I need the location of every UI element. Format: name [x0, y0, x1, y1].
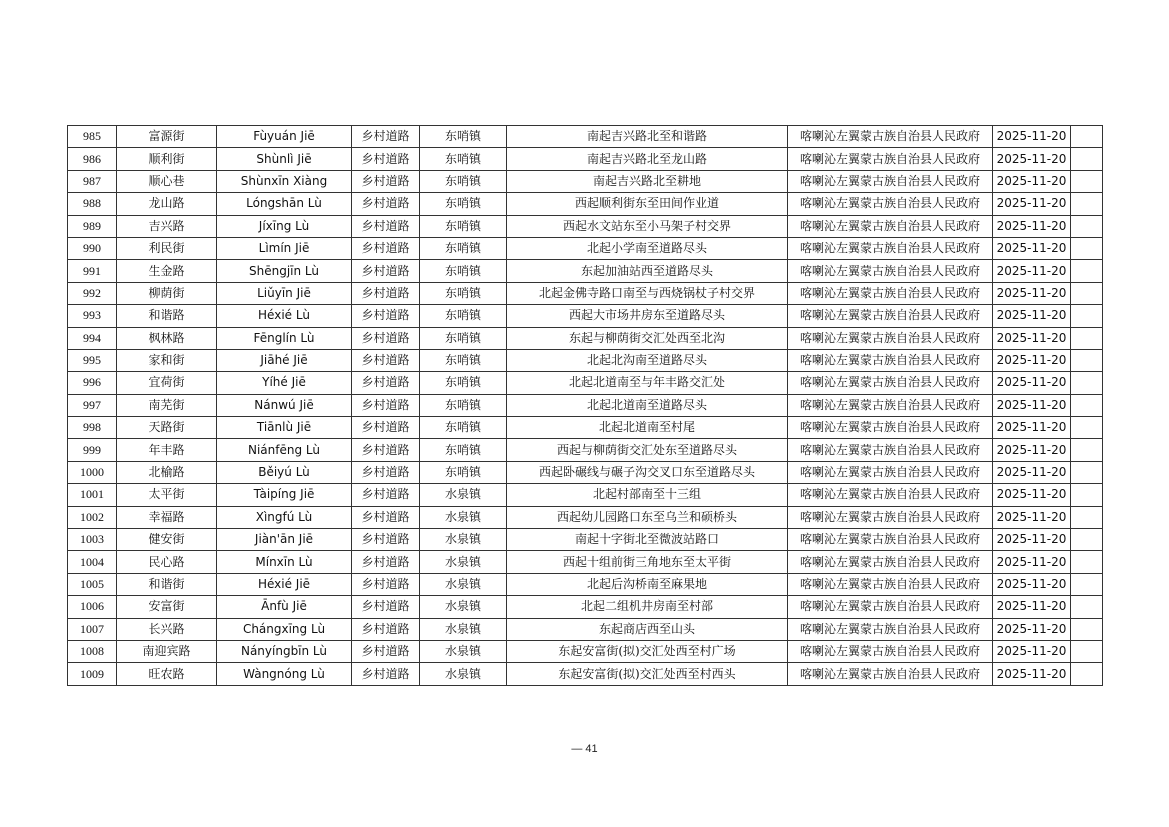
town-name-cell: 水泉镇: [420, 529, 507, 551]
road-name-cell: 天路街: [117, 417, 217, 439]
town-name-cell: 水泉镇: [420, 551, 507, 573]
serial-number-cell: 997: [68, 394, 117, 416]
location-description-cell: 西起顺利街东至田间作业道: [507, 193, 788, 215]
pinyin-name-cell: Běiyú Lù: [217, 461, 352, 483]
location-description-cell: 南起吉兴路北至和谐路: [507, 126, 788, 148]
pinyin-name-cell: Jiāhé Jiē: [217, 349, 352, 371]
road-category-cell: 乡村道路: [352, 394, 420, 416]
approving-authority-cell: 喀喇沁左翼蒙古族自治县人民政府: [788, 305, 993, 327]
page-number: — 41: [571, 743, 598, 755]
remarks-cell: [1071, 237, 1103, 259]
location-description-cell: 西起水文站东至小马架子村交界: [507, 215, 788, 237]
pinyin-name-cell: Tiānlù Jiē: [217, 417, 352, 439]
town-name-cell: 水泉镇: [420, 596, 507, 618]
location-description-cell: 东起安富街(拟)交汇处西至村广场: [507, 640, 788, 662]
approving-authority-cell: 喀喇沁左翼蒙古族自治县人民政府: [788, 506, 993, 528]
town-name-cell: 东哨镇: [420, 170, 507, 192]
table-row: [68, 260, 1103, 282]
location-description-cell: 南起吉兴路北至龙山路: [507, 148, 788, 170]
town-name-cell: 东哨镇: [420, 193, 507, 215]
serial-number-cell: 1005: [68, 573, 117, 595]
approval-date-cell: 2025-11-20: [993, 282, 1071, 304]
table-row: [68, 529, 1103, 551]
pinyin-name-cell: Héxié Lù: [217, 305, 352, 327]
serial-number-cell: 1006: [68, 596, 117, 618]
location-description-cell: 北起村部南至十三组: [507, 484, 788, 506]
remarks-cell: [1071, 148, 1103, 170]
town-name-cell: 东哨镇: [420, 305, 507, 327]
table-row: [68, 640, 1103, 662]
table-row: [68, 618, 1103, 640]
approval-date-cell: 2025-11-20: [993, 126, 1071, 148]
approval-date-cell: 2025-11-20: [993, 618, 1071, 640]
road-category-cell: 乡村道路: [352, 461, 420, 483]
approval-date-cell: 2025-11-20: [993, 305, 1071, 327]
town-name-cell: 水泉镇: [420, 484, 507, 506]
road-names-table: [67, 125, 1103, 686]
approving-authority-cell: 喀喇沁左翼蒙古族自治县人民政府: [788, 237, 993, 259]
serial-number-cell: 991: [68, 260, 117, 282]
approval-date-cell: 2025-11-20: [993, 506, 1071, 528]
road-name-cell: 龙山路: [117, 193, 217, 215]
remarks-cell: [1071, 327, 1103, 349]
pinyin-name-cell: Ānfù Jiē: [217, 596, 352, 618]
road-name-cell: 枫林路: [117, 327, 217, 349]
serial-number-cell: 990: [68, 237, 117, 259]
town-name-cell: 东哨镇: [420, 349, 507, 371]
remarks-cell: [1071, 640, 1103, 662]
pinyin-name-cell: Nánwú Jiē: [217, 394, 352, 416]
approval-date-cell: 2025-11-20: [993, 372, 1071, 394]
approving-authority-cell: 喀喇沁左翼蒙古族自治县人民政府: [788, 417, 993, 439]
location-description-cell: 西起十组前街三角地东至太平街: [507, 551, 788, 573]
pinyin-name-cell: Lìmín Jiē: [217, 237, 352, 259]
remarks-cell: [1071, 305, 1103, 327]
road-name-cell: 生金路: [117, 260, 217, 282]
location-description-cell: 北起北道南至与年丰路交汇处: [507, 372, 788, 394]
approving-authority-cell: 喀喇沁左翼蒙古族自治县人民政府: [788, 170, 993, 192]
approval-date-cell: 2025-11-20: [993, 596, 1071, 618]
table-row: [68, 484, 1103, 506]
approval-date-cell: 2025-11-20: [993, 170, 1071, 192]
remarks-cell: [1071, 193, 1103, 215]
remarks-cell: [1071, 260, 1103, 282]
road-name-cell: 安富街: [117, 596, 217, 618]
approval-date-cell: 2025-11-20: [993, 484, 1071, 506]
table-row: [68, 506, 1103, 528]
table-row: [68, 573, 1103, 595]
serial-number-cell: 986: [68, 148, 117, 170]
remarks-cell: [1071, 506, 1103, 528]
road-category-cell: 乡村道路: [352, 640, 420, 662]
location-description-cell: 东起加油站西至道路尽头: [507, 260, 788, 282]
road-category-cell: 乡村道路: [352, 417, 420, 439]
approval-date-cell: 2025-11-20: [993, 640, 1071, 662]
pinyin-name-cell: Shēngjīn Lù: [217, 260, 352, 282]
road-category-cell: 乡村道路: [352, 215, 420, 237]
approval-date-cell: 2025-11-20: [993, 529, 1071, 551]
approving-authority-cell: 喀喇沁左翼蒙古族自治县人民政府: [788, 529, 993, 551]
approving-authority-cell: 喀喇沁左翼蒙古族自治县人民政府: [788, 573, 993, 595]
table-row: [68, 596, 1103, 618]
road-name-cell: 和谐路: [117, 305, 217, 327]
approving-authority-cell: 喀喇沁左翼蒙古族自治县人民政府: [788, 663, 993, 685]
road-category-cell: 乡村道路: [352, 439, 420, 461]
town-name-cell: 东哨镇: [420, 417, 507, 439]
road-category-cell: 乡村道路: [352, 551, 420, 573]
approving-authority-cell: 喀喇沁左翼蒙古族自治县人民政府: [788, 126, 993, 148]
approval-date-cell: 2025-11-20: [993, 327, 1071, 349]
serial-number-cell: 993: [68, 305, 117, 327]
serial-number-cell: 1000: [68, 461, 117, 483]
pinyin-name-cell: Mínxīn Lù: [217, 551, 352, 573]
location-description-cell: 北起金佛寺路口南至与西烧锅杖子村交界: [507, 282, 788, 304]
approving-authority-cell: 喀喇沁左翼蒙古族自治县人民政府: [788, 618, 993, 640]
serial-number-cell: 1001: [68, 484, 117, 506]
location-description-cell: 北起二组机井房南至村部: [507, 596, 788, 618]
table-row: [68, 237, 1103, 259]
serial-number-cell: 999: [68, 439, 117, 461]
serial-number-cell: 1003: [68, 529, 117, 551]
table-row: [68, 327, 1103, 349]
remarks-cell: [1071, 349, 1103, 371]
serial-number-cell: 998: [68, 417, 117, 439]
town-name-cell: 水泉镇: [420, 663, 507, 685]
table-row: [68, 305, 1103, 327]
town-name-cell: 东哨镇: [420, 327, 507, 349]
approval-date-cell: 2025-11-20: [993, 237, 1071, 259]
serial-number-cell: 989: [68, 215, 117, 237]
road-name-cell: 家和街: [117, 349, 217, 371]
table-row: [68, 461, 1103, 483]
remarks-cell: [1071, 663, 1103, 685]
serial-number-cell: 1002: [68, 506, 117, 528]
location-description-cell: 西起大市场井房东至道路尽头: [507, 305, 788, 327]
location-description-cell: 北起北道南至道路尽头: [507, 394, 788, 416]
road-name-cell: 柳荫街: [117, 282, 217, 304]
pinyin-name-cell: Fùyuán Jiē: [217, 126, 352, 148]
location-description-cell: 东起与柳荫街交汇处西至北沟: [507, 327, 788, 349]
pinyin-name-cell: Fēnglín Lù: [217, 327, 352, 349]
road-category-cell: 乡村道路: [352, 596, 420, 618]
approving-authority-cell: 喀喇沁左翼蒙古族自治县人民政府: [788, 372, 993, 394]
approval-date-cell: 2025-11-20: [993, 394, 1071, 416]
road-category-cell: 乡村道路: [352, 327, 420, 349]
road-name-cell: 宜荷街: [117, 372, 217, 394]
town-name-cell: 东哨镇: [420, 372, 507, 394]
serial-number-cell: 987: [68, 170, 117, 192]
town-name-cell: 东哨镇: [420, 126, 507, 148]
approving-authority-cell: 喀喇沁左翼蒙古族自治县人民政府: [788, 640, 993, 662]
town-name-cell: 东哨镇: [420, 237, 507, 259]
road-category-cell: 乡村道路: [352, 349, 420, 371]
road-name-cell: 健安街: [117, 529, 217, 551]
approving-authority-cell: 喀喇沁左翼蒙古族自治县人民政府: [788, 551, 993, 573]
road-category-cell: 乡村道路: [352, 282, 420, 304]
approval-date-cell: 2025-11-20: [993, 439, 1071, 461]
approving-authority-cell: 喀喇沁左翼蒙古族自治县人民政府: [788, 394, 993, 416]
remarks-cell: [1071, 215, 1103, 237]
table-body: [68, 126, 1103, 686]
approving-authority-cell: 喀喇沁左翼蒙古族自治县人民政府: [788, 148, 993, 170]
serial-number-cell: 996: [68, 372, 117, 394]
location-description-cell: 东起商店西至山头: [507, 618, 788, 640]
remarks-cell: [1071, 372, 1103, 394]
remarks-cell: [1071, 573, 1103, 595]
table-row: [68, 170, 1103, 192]
approving-authority-cell: 喀喇沁左翼蒙古族自治县人民政府: [788, 349, 993, 371]
approval-date-cell: 2025-11-20: [993, 349, 1071, 371]
location-description-cell: 南起十字街北至微波站路口: [507, 529, 788, 551]
pinyin-name-cell: Jíxīng Lù: [217, 215, 352, 237]
table-row: [68, 372, 1103, 394]
table-row: [68, 148, 1103, 170]
remarks-cell: [1071, 618, 1103, 640]
location-description-cell: 西起幼儿园路口东至乌兰和硕桥头: [507, 506, 788, 528]
table-row: [68, 417, 1103, 439]
approving-authority-cell: 喀喇沁左翼蒙古族自治县人民政府: [788, 260, 993, 282]
town-name-cell: 水泉镇: [420, 506, 507, 528]
pinyin-name-cell: Chángxīng Lù: [217, 618, 352, 640]
table-row: [68, 349, 1103, 371]
road-name-cell: 幸福路: [117, 506, 217, 528]
pinyin-name-cell: Niánfēng Lù: [217, 439, 352, 461]
road-name-cell: 吉兴路: [117, 215, 217, 237]
road-name-cell: 长兴路: [117, 618, 217, 640]
serial-number-cell: 1004: [68, 551, 117, 573]
road-name-cell: 顺心巷: [117, 170, 217, 192]
town-name-cell: 水泉镇: [420, 618, 507, 640]
remarks-cell: [1071, 551, 1103, 573]
town-name-cell: 东哨镇: [420, 148, 507, 170]
town-name-cell: 东哨镇: [420, 215, 507, 237]
serial-number-cell: 1007: [68, 618, 117, 640]
remarks-cell: [1071, 282, 1103, 304]
approving-authority-cell: 喀喇沁左翼蒙古族自治县人民政府: [788, 461, 993, 483]
remarks-cell: [1071, 484, 1103, 506]
serial-number-cell: 985: [68, 126, 117, 148]
approval-date-cell: 2025-11-20: [993, 148, 1071, 170]
table-row: [68, 215, 1103, 237]
road-category-cell: 乡村道路: [352, 506, 420, 528]
road-name-cell: 南芜街: [117, 394, 217, 416]
location-description-cell: 东起安富街(拟)交汇处西至村西头: [507, 663, 788, 685]
remarks-cell: [1071, 439, 1103, 461]
serial-number-cell: 994: [68, 327, 117, 349]
table-row: [68, 282, 1103, 304]
table-row: [68, 439, 1103, 461]
serial-number-cell: 1008: [68, 640, 117, 662]
table-row: [68, 193, 1103, 215]
approval-date-cell: 2025-11-20: [993, 193, 1071, 215]
pinyin-name-cell: Liǔyīn Jiē: [217, 282, 352, 304]
road-category-cell: 乡村道路: [352, 126, 420, 148]
town-name-cell: 东哨镇: [420, 282, 507, 304]
location-description-cell: 西起卧碾线与碾子沟交叉口东至道路尽头: [507, 461, 788, 483]
remarks-cell: [1071, 596, 1103, 618]
remarks-cell: [1071, 126, 1103, 148]
pinyin-name-cell: Tàipíng Jiē: [217, 484, 352, 506]
road-category-cell: 乡村道路: [352, 372, 420, 394]
road-category-cell: 乡村道路: [352, 663, 420, 685]
road-name-cell: 旺农路: [117, 663, 217, 685]
road-name-cell: 和谐街: [117, 573, 217, 595]
approving-authority-cell: 喀喇沁左翼蒙古族自治县人民政府: [788, 193, 993, 215]
town-name-cell: 水泉镇: [420, 640, 507, 662]
road-name-cell: 民心路: [117, 551, 217, 573]
road-category-cell: 乡村道路: [352, 305, 420, 327]
pinyin-name-cell: Jiàn'ān Jiē: [217, 529, 352, 551]
location-description-cell: 南起吉兴路北至耕地: [507, 170, 788, 192]
location-description-cell: 北起小学南至道路尽头: [507, 237, 788, 259]
pinyin-name-cell: Héxié Jiē: [217, 573, 352, 595]
road-category-cell: 乡村道路: [352, 260, 420, 282]
town-name-cell: 东哨镇: [420, 394, 507, 416]
approval-date-cell: 2025-11-20: [993, 215, 1071, 237]
road-category-cell: 乡村道路: [352, 170, 420, 192]
approval-date-cell: 2025-11-20: [993, 417, 1071, 439]
road-category-cell: 乡村道路: [352, 237, 420, 259]
serial-number-cell: 992: [68, 282, 117, 304]
approving-authority-cell: 喀喇沁左翼蒙古族自治县人民政府: [788, 439, 993, 461]
town-name-cell: 东哨镇: [420, 439, 507, 461]
location-description-cell: 西起与柳荫街交汇处东至道路尽头: [507, 439, 788, 461]
remarks-cell: [1071, 170, 1103, 192]
serial-number-cell: 988: [68, 193, 117, 215]
approval-date-cell: 2025-11-20: [993, 663, 1071, 685]
approving-authority-cell: 喀喇沁左翼蒙古族自治县人民政府: [788, 282, 993, 304]
pinyin-name-cell: Wàngnóng Lù: [217, 663, 352, 685]
approving-authority-cell: 喀喇沁左翼蒙古族自治县人民政府: [788, 484, 993, 506]
road-name-cell: 顺利街: [117, 148, 217, 170]
road-name-cell: 太平街: [117, 484, 217, 506]
road-category-cell: 乡村道路: [352, 529, 420, 551]
table-row: [68, 394, 1103, 416]
road-name-cell: 年丰路: [117, 439, 217, 461]
remarks-cell: [1071, 529, 1103, 551]
table-row: [68, 126, 1103, 148]
road-category-cell: 乡村道路: [352, 193, 420, 215]
road-name-cell: 富源街: [117, 126, 217, 148]
approval-date-cell: 2025-11-20: [993, 573, 1071, 595]
approval-date-cell: 2025-11-20: [993, 461, 1071, 483]
road-name-cell: 南迎宾路: [117, 640, 217, 662]
town-name-cell: 东哨镇: [420, 260, 507, 282]
road-category-cell: 乡村道路: [352, 484, 420, 506]
approving-authority-cell: 喀喇沁左翼蒙古族自治县人民政府: [788, 215, 993, 237]
pinyin-name-cell: Shùnlì Jiē: [217, 148, 352, 170]
road-name-cell: 利民街: [117, 237, 217, 259]
road-category-cell: 乡村道路: [352, 618, 420, 640]
location-description-cell: 北起北沟南至道路尽头: [507, 349, 788, 371]
remarks-cell: [1071, 417, 1103, 439]
table-row: [68, 663, 1103, 685]
location-description-cell: 北起后沟桥南至麻果地: [507, 573, 788, 595]
town-name-cell: 水泉镇: [420, 573, 507, 595]
pinyin-name-cell: Shùnxīn Xiàng: [217, 170, 352, 192]
road-name-cell: 北榆路: [117, 461, 217, 483]
approval-date-cell: 2025-11-20: [993, 260, 1071, 282]
location-description-cell: 北起北道南至村尾: [507, 417, 788, 439]
road-category-cell: 乡村道路: [352, 573, 420, 595]
serial-number-cell: 995: [68, 349, 117, 371]
remarks-cell: [1071, 461, 1103, 483]
pinyin-name-cell: Yíhé Jiē: [217, 372, 352, 394]
table-row: [68, 551, 1103, 573]
pinyin-name-cell: Nányíngbīn Lù: [217, 640, 352, 662]
approving-authority-cell: 喀喇沁左翼蒙古族自治县人民政府: [788, 327, 993, 349]
road-category-cell: 乡村道路: [352, 148, 420, 170]
pinyin-name-cell: Lóngshān Lù: [217, 193, 352, 215]
approving-authority-cell: 喀喇沁左翼蒙古族自治县人民政府: [788, 596, 993, 618]
pinyin-name-cell: Xìngfú Lù: [217, 506, 352, 528]
serial-number-cell: 1009: [68, 663, 117, 685]
town-name-cell: 东哨镇: [420, 461, 507, 483]
remarks-cell: [1071, 394, 1103, 416]
approval-date-cell: 2025-11-20: [993, 551, 1071, 573]
